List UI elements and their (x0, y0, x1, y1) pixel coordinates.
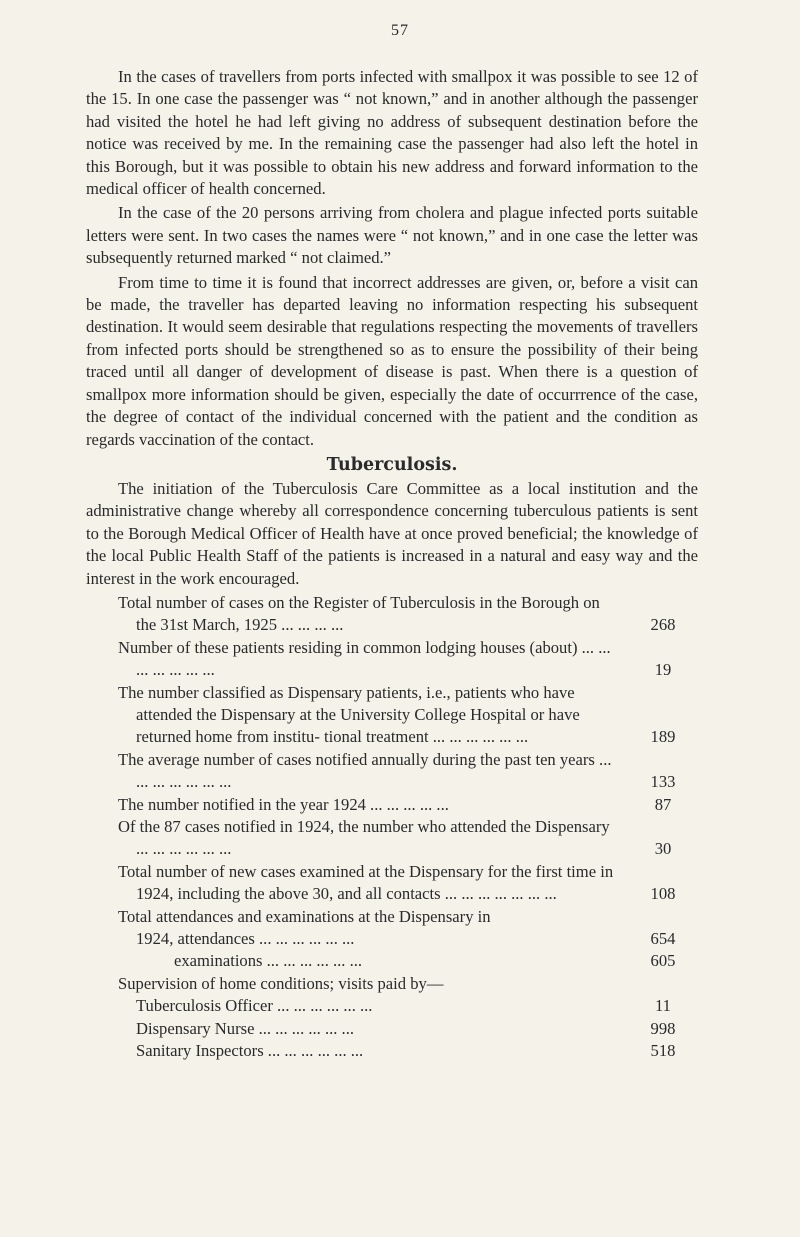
stat-label: Tuberculosis Officer ... ... ... ... ... ... (136, 996, 373, 1016)
stat-value: 518 (650, 1041, 676, 1061)
stat-value: 108 (650, 884, 676, 904)
incorrect-addresses-paragraph: From time to time it is found that incorrect addresses are given, or, before a visit can be made, the traveller has departed leaving no information respecting his subsequent destination. It would seem desirable that regulations respecting the movements of travellers from infected ports should be strengthened so as to ensure the possibility of their being traced until all danger of development of disease is past. When there is a question of smallpox more information should be given, especially the date of occurrrence of the case, the degree of contact of the individual concerned with the patient and the condition as regards vaccination of the contact. (86, 272, 698, 449)
tuberculosis-statistics (86, 592, 698, 1063)
section-title-tuberculosis: Tuberculosis. (326, 454, 458, 475)
stat-value: 19 (654, 660, 672, 680)
stat-value: 87 (654, 794, 672, 814)
page-body (86, 66, 698, 1062)
stat-value: 11 (655, 996, 671, 1016)
stat-value: 133 (650, 772, 676, 792)
stat-row (86, 637, 698, 682)
attendances-heading-row (86, 906, 698, 928)
smallpox-paragraph: In the cases of travellers from ports infected with smallpox it was possible to see 12 of the 15. In one case the passenger was “ not known,” and in another although the passenger had visited the hotel he had left giving no address of subsequent destination before the notice was received by me. In the remaining case the passenger had also left the hotel in this Borough, but it was possible to obtain his new address and forward information to the medical officer of health concerned. (86, 67, 698, 199)
stat-label: The number classified as Dispensary patients, i.e., patients who have attended the Dispensary at the University College Hospital or have returned home from institu- tional treatment ... ... ... ... ... ... (118, 682, 580, 747)
cholera-plague-paragraph: In the case of the 20 persons arriving from cholera and plague infected ports suitable letters were sent. In two cases the names were “ not known,” and in one case the letter was subsequently returned marked “ not claimed.” (86, 203, 698, 268)
stat-label: Dispensary Nurse ... ... ... ... ... ... (136, 1018, 354, 1038)
stat-label: Number of these patients residing in common lodging houses (about) ... ... ... ... ... ... ... (118, 637, 611, 680)
stat-row (86, 682, 698, 749)
stat-value: 30 (654, 839, 672, 859)
stat-row (86, 950, 698, 972)
stat-label: 1924, attendances ... ... ... ... ... ... (136, 929, 355, 949)
stat-row (86, 816, 698, 861)
stat-row (86, 928, 698, 950)
stat-label: examinations ... ... ... ... ... ... (174, 951, 363, 971)
stat-label: Total number of cases on the Register of Tuberculosis in the Borough on the 31st March, 1925 ... ... ... ... (118, 592, 600, 635)
supervision-heading: Supervision of home conditions; visits paid by— (118, 973, 444, 993)
stat-value: 605 (650, 951, 676, 971)
stat-row (86, 592, 698, 637)
stat-label: Of the 87 cases notified in 1924, the number who attended the Dispensary ... ... ... ... ... ... (118, 817, 610, 859)
stat-value: 998 (650, 1018, 676, 1038)
stat-value: 268 (650, 615, 676, 635)
attendances-heading: Total attendances and examinations at the Dispensary in (118, 906, 491, 926)
stat-value: 189 (650, 727, 676, 747)
tuberculosis-paragraph: The initiation of the Tuberculosis Care Committee as a local institution and the administrative change whereby all correspondence concerning tuberculous patients is sent to the Borough Medical Officer of Health have at once proved beneficial; the knowledge of the local Public Health Staff of the patients is increased in a natural and easy way and the interest in the work encouraged. (86, 478, 698, 588)
stat-row (86, 749, 698, 794)
stat-row (86, 995, 698, 1017)
stat-label: The average number of cases notified annually during the past ten years ... ... ... ... ... ... ... (118, 749, 612, 792)
stat-row (86, 1018, 698, 1040)
stat-value: 654 (650, 929, 676, 949)
page-number: 57 (391, 22, 409, 39)
stat-row (86, 794, 698, 816)
stat-label: Sanitary Inspectors ... ... ... ... ... ... (136, 1041, 364, 1061)
stat-row (86, 1040, 698, 1062)
stat-label: The number notified in the year 1924 ... ... ... ... ... (118, 794, 449, 814)
stat-row (86, 861, 698, 906)
stat-label: Total number of new cases examined at the Dispensary for the first time in 1924, including the above 30, and all contacts ... ... ... ... ... ... ... (118, 861, 614, 904)
supervision-heading-row (86, 973, 698, 995)
